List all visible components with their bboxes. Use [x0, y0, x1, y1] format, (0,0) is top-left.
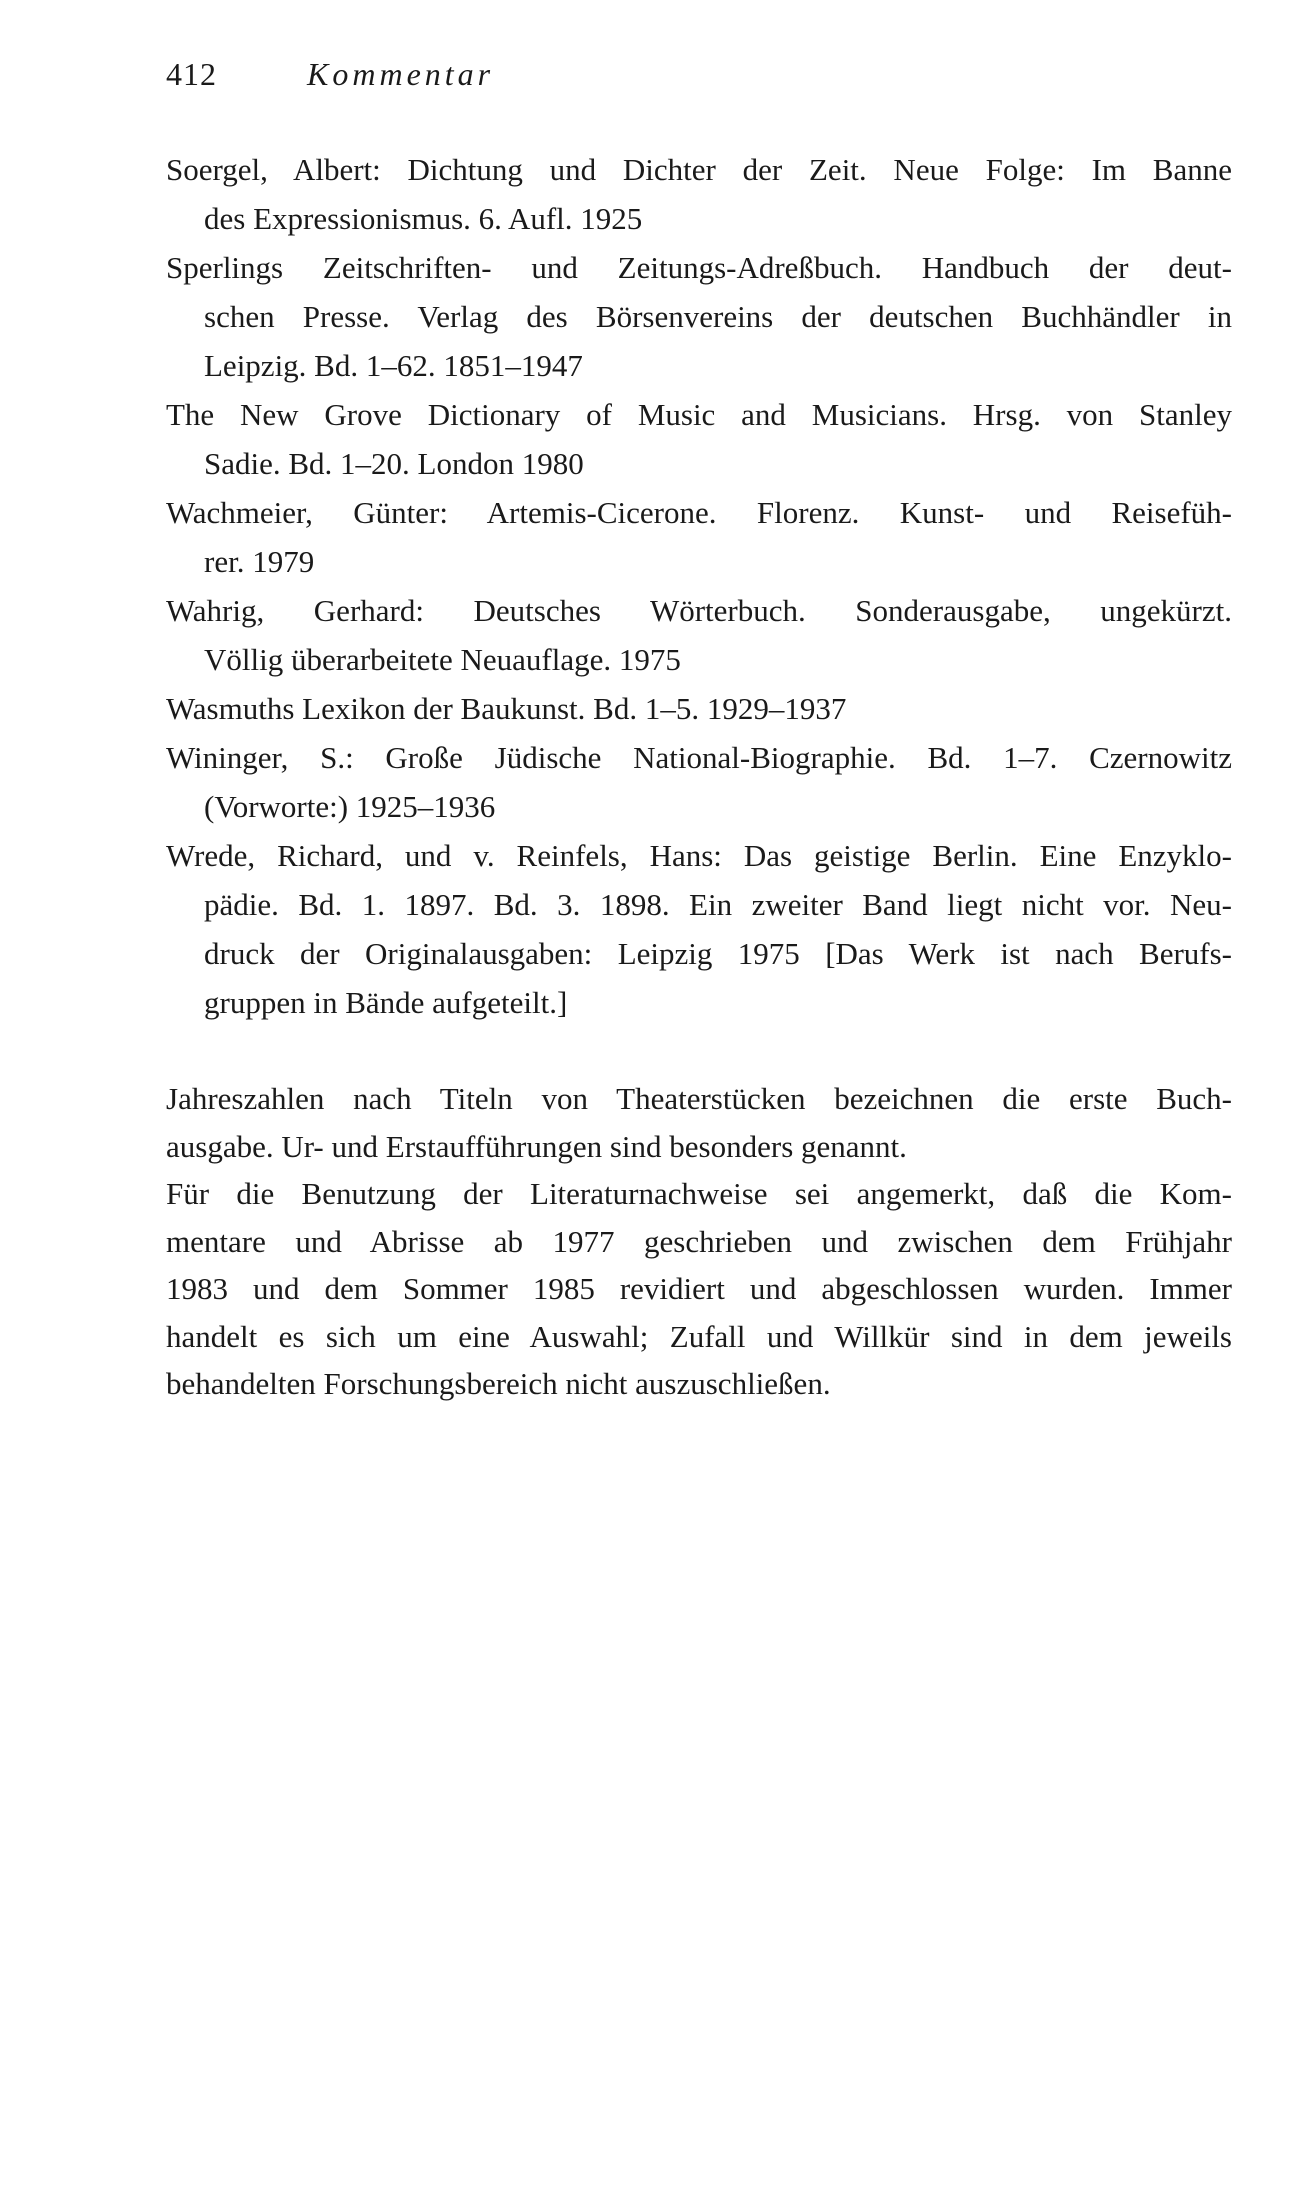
note-line: handelt es sich um eine Auswahl; Zufall und Willkür sind in dem jeweils — [166, 1318, 1232, 1354]
bibliography-entry — [166, 390, 1232, 488]
note-line: ausgabe. Ur- und Erstaufführungen sind besonders genannt. — [166, 1128, 907, 1164]
entry-line: Sperlings Zeitschriften- und Zeitungs-Adreßbuch. Handbuch der deut- — [166, 250, 1232, 285]
entry-line: rer. 1979 — [204, 544, 315, 579]
bibliography-entry — [166, 733, 1232, 831]
bibliography-entry — [166, 145, 1232, 243]
entry-line: druck der Originalausgaben: Leipzig 1975 [Das Werk ist nach Berufs- — [204, 936, 1232, 971]
entry-line: Wahrig, Gerhard: Deutsches Wörterbuch. Sonderausgabe, ungekürzt. — [166, 593, 1232, 628]
entry-line: Völlig überarbeitete Neuauflage. 1975 — [204, 642, 681, 677]
running-title: Kommentar — [307, 56, 495, 92]
page-header — [166, 56, 1232, 100]
note-line: mentare und Abrisse ab 1977 geschrieben und zwischen dem Frühjahr — [166, 1223, 1232, 1259]
entry-line: Wasmuths Lexikon der Baukunst. Bd. 1–5. 1929–1937 — [166, 691, 847, 726]
bibliography-entry — [166, 488, 1232, 586]
entry-line: Wachmeier, Günter: Artemis-Cicerone. Florenz. Kunst- und Reisefüh- — [166, 495, 1232, 530]
bibliography-list — [166, 145, 1232, 1027]
entry-line: des Expressionismus. 6. Aufl. 1925 — [204, 201, 643, 236]
bibliography-entry — [166, 243, 1232, 390]
entry-line: Leipzig. Bd. 1–62. 1851–1947 — [204, 348, 583, 383]
entry-line: Soergel, Albert: Dichtung und Dichter der Zeit. Neue Folge: Im Banne — [166, 152, 1232, 187]
entry-line: Wininger, S.: Große Jüdische National-Biographie. Bd. 1–7. Czernowitz — [166, 740, 1232, 775]
bibliography-entry — [166, 586, 1232, 684]
entry-line: Wrede, Richard, und v. Reinfels, Hans: Das geistige Berlin. Eine Enzyklo- — [166, 838, 1232, 873]
entry-line: gruppen in Bände aufgeteilt.] — [204, 985, 568, 1020]
note-line: Jahreszahlen nach Titeln von Theaterstücken bezeichnen die erste Buch- — [166, 1081, 1232, 1116]
bibliography-entry — [166, 831, 1232, 1027]
note-line: behandelten Forschungsbereich nicht auszuschließen. — [166, 1366, 831, 1401]
entry-line: (Vorworte:) 1925–1936 — [204, 789, 496, 824]
entry-line: schen Presse. Verlag des Börsenvereins der deutschen Buchhändler in — [204, 299, 1232, 334]
notes-paragraph — [166, 1075, 1232, 1408]
entry-line: Sadie. Bd. 1–20. London 1980 — [204, 446, 584, 481]
page-number: 412 — [166, 56, 217, 92]
entry-line: pädie. Bd. 1. 1897. Bd. 3. 1898. Ein zweiter Band liegt nicht vor. Neu- — [204, 887, 1232, 922]
entry-line: The New Grove Dictionary of Music and Musicians. Hrsg. von Stanley — [166, 397, 1232, 432]
bibliography-entry — [166, 684, 1232, 733]
note-line: 1983 und dem Sommer 1985 revidiert und abgeschlossen wurden. Immer — [166, 1271, 1232, 1306]
note-line: Für die Benutzung der Literaturnachweise sei angemerkt, daß die Kom- — [166, 1176, 1232, 1211]
